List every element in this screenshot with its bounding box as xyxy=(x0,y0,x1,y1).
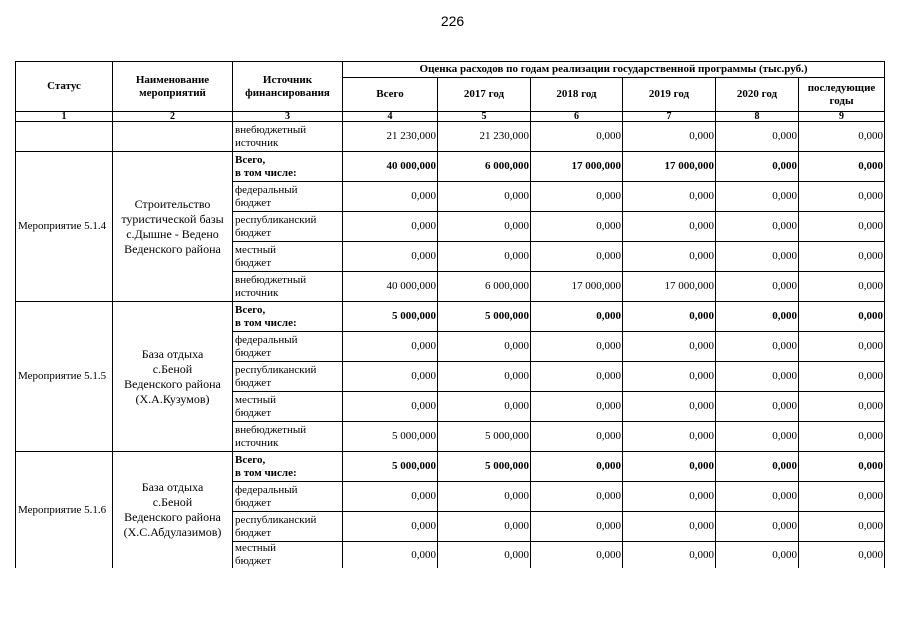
value-cell: 0,000 xyxy=(343,542,438,569)
value-cell: 0,000 xyxy=(343,332,438,362)
value-cell: 0,000 xyxy=(531,542,623,569)
name-cell: База отдыха с.Беной Веденского района (Х.С.Абдулазимов) xyxy=(113,452,233,569)
value-cell: 0,000 xyxy=(623,332,716,362)
value-cell: 0,000 xyxy=(799,242,885,272)
value-cell: 0,000 xyxy=(623,182,716,212)
value-cell: 0,000 xyxy=(716,332,799,362)
value-cell: 0,000 xyxy=(623,482,716,512)
index-cell: 8 xyxy=(716,112,799,122)
value-cell: 5 000,000 xyxy=(438,302,531,332)
value-cell: 0,000 xyxy=(716,452,799,482)
index-cell: 6 xyxy=(531,112,623,122)
value-cell: 0,000 xyxy=(623,302,716,332)
value-cell: 0,000 xyxy=(531,302,623,332)
value-cell: 0,000 xyxy=(531,332,623,362)
value-cell: 0,000 xyxy=(623,212,716,242)
value-cell: 0,000 xyxy=(343,392,438,422)
value-cell: 0,000 xyxy=(438,212,531,242)
source-cell: внебюджетный источник xyxy=(233,422,343,452)
value-cell: 0,000 xyxy=(799,152,885,182)
value-cell: 0,000 xyxy=(716,152,799,182)
index-cell: 2 xyxy=(113,112,233,122)
source-cell: местный бюджет xyxy=(233,392,343,422)
value-cell: 5 000,000 xyxy=(343,452,438,482)
col-2018-header: 2018 год xyxy=(531,78,623,112)
value-cell: 0,000 xyxy=(799,362,885,392)
value-cell: 0,000 xyxy=(531,122,623,152)
value-cell: 17 000,000 xyxy=(623,272,716,302)
value-cell: 0,000 xyxy=(716,362,799,392)
table-row xyxy=(16,302,885,332)
value-cell: 0,000 xyxy=(531,422,623,452)
value-cell: 0,000 xyxy=(438,512,531,542)
index-row xyxy=(16,112,885,122)
value-cell: 0,000 xyxy=(438,482,531,512)
value-cell: 0,000 xyxy=(438,182,531,212)
value-cell: 0,000 xyxy=(623,452,716,482)
value-cell: 0,000 xyxy=(623,122,716,152)
source-cell: местный бюджет xyxy=(233,542,343,569)
value-cell: 6 000,000 xyxy=(438,152,531,182)
value-cell: 0,000 xyxy=(531,362,623,392)
source-cell: федеральный бюджет xyxy=(233,182,343,212)
value-cell: 17 000,000 xyxy=(531,272,623,302)
value-cell: 0,000 xyxy=(438,242,531,272)
value-cell: 0,000 xyxy=(623,512,716,542)
status-cell: Мероприятие 5.1.5 xyxy=(16,302,113,452)
name-cell: Строительство туристической базы с.Дышне - Ведено Веденского района xyxy=(113,152,233,302)
value-cell: 0,000 xyxy=(343,212,438,242)
value-cell: 0,000 xyxy=(799,182,885,212)
col-later-header: последующие годы xyxy=(799,78,885,112)
value-cell: 0,000 xyxy=(716,242,799,272)
name-cell xyxy=(113,122,233,152)
value-cell: 0,000 xyxy=(716,122,799,152)
value-cell: 0,000 xyxy=(438,392,531,422)
value-cell: 0,000 xyxy=(531,242,623,272)
value-cell: 0,000 xyxy=(438,542,531,569)
value-cell: 0,000 xyxy=(799,272,885,302)
name-cell: База отдыха с.Беной Веденского района (Х.А.Кузумов) xyxy=(113,302,233,452)
value-cell: 0,000 xyxy=(799,122,885,152)
value-cell: 0,000 xyxy=(343,512,438,542)
value-cell: 0,000 xyxy=(799,302,885,332)
value-cell: 0,000 xyxy=(716,482,799,512)
source-cell: федеральный бюджет xyxy=(233,482,343,512)
col-2019-header: 2019 год xyxy=(623,78,716,112)
value-cell: 17 000,000 xyxy=(531,152,623,182)
value-cell: 0,000 xyxy=(343,242,438,272)
source-cell: республиканский бюджет xyxy=(233,362,343,392)
status-cell xyxy=(16,122,113,152)
value-cell: 0,000 xyxy=(623,392,716,422)
value-cell: 0,000 xyxy=(716,272,799,302)
table-row xyxy=(16,122,885,152)
value-cell: 0,000 xyxy=(343,182,438,212)
value-cell: 21 230,000 xyxy=(343,122,438,152)
value-cell: 0,000 xyxy=(438,332,531,362)
source-cell: Всего, в том числе: xyxy=(233,452,343,482)
value-cell: 5 000,000 xyxy=(438,452,531,482)
value-cell: 0,000 xyxy=(438,362,531,392)
value-cell: 0,000 xyxy=(716,512,799,542)
value-cell: 0,000 xyxy=(716,422,799,452)
value-cell: 40 000,000 xyxy=(343,152,438,182)
value-cell: 0,000 xyxy=(531,182,623,212)
value-cell: 0,000 xyxy=(716,542,799,569)
table-row xyxy=(16,152,885,182)
index-cell: 3 xyxy=(233,112,343,122)
col-name-header: Наименование мероприятий xyxy=(113,62,233,112)
value-cell: 0,000 xyxy=(531,392,623,422)
value-cell: 0,000 xyxy=(716,212,799,242)
value-cell: 0,000 xyxy=(623,242,716,272)
table-row xyxy=(16,452,885,482)
col-total-header: Всего xyxy=(343,78,438,112)
value-cell: 40 000,000 xyxy=(343,272,438,302)
value-cell: 21 230,000 xyxy=(438,122,531,152)
value-cell: 0,000 xyxy=(623,542,716,569)
status-cell: Мероприятие 5.1.4 xyxy=(16,152,113,302)
source-cell: Всего, в том числе: xyxy=(233,152,343,182)
value-cell: 5 000,000 xyxy=(438,422,531,452)
col-2020-header: 2020 год xyxy=(716,78,799,112)
value-cell: 0,000 xyxy=(716,182,799,212)
status-cell: Мероприятие 5.1.6 xyxy=(16,452,113,569)
value-cell: 0,000 xyxy=(799,422,885,452)
index-cell: 9 xyxy=(799,112,885,122)
value-cell: 0,000 xyxy=(799,332,885,362)
value-cell: 5 000,000 xyxy=(343,302,438,332)
value-cell: 0,000 xyxy=(716,302,799,332)
index-cell: 7 xyxy=(623,112,716,122)
source-cell: внебюджетный источник xyxy=(233,122,343,152)
source-cell: федеральный бюджет xyxy=(233,332,343,362)
col-group-header: Оценка расходов по годам реализации государственной программы (тыс.руб.) xyxy=(343,62,885,78)
index-cell: 1 xyxy=(16,112,113,122)
value-cell: 0,000 xyxy=(799,542,885,569)
value-cell: 0,000 xyxy=(623,362,716,392)
source-cell: внебюджетный источник xyxy=(233,272,343,302)
index-cell: 5 xyxy=(438,112,531,122)
value-cell: 0,000 xyxy=(343,482,438,512)
value-cell: 0,000 xyxy=(799,212,885,242)
value-cell: 0,000 xyxy=(799,482,885,512)
source-cell: республиканский бюджет xyxy=(233,512,343,542)
value-cell: 6 000,000 xyxy=(438,272,531,302)
value-cell: 0,000 xyxy=(531,512,623,542)
col-status-header: Статус xyxy=(16,62,113,112)
value-cell: 0,000 xyxy=(531,482,623,512)
value-cell: 0,000 xyxy=(799,452,885,482)
col-2017-header: 2017 год xyxy=(438,78,531,112)
source-cell: республиканский бюджет xyxy=(233,212,343,242)
value-cell: 0,000 xyxy=(716,392,799,422)
value-cell: 0,000 xyxy=(343,362,438,392)
col-source-header: Источник финансирования xyxy=(233,62,343,112)
value-cell: 0,000 xyxy=(531,452,623,482)
source-cell: Всего, в том числе: xyxy=(233,302,343,332)
value-cell: 0,000 xyxy=(799,392,885,422)
value-cell: 0,000 xyxy=(623,422,716,452)
value-cell: 0,000 xyxy=(531,212,623,242)
value-cell: 5 000,000 xyxy=(343,422,438,452)
page-number: 226 xyxy=(440,13,465,29)
expense-table xyxy=(15,61,885,568)
value-cell: 17 000,000 xyxy=(623,152,716,182)
value-cell: 0,000 xyxy=(799,512,885,542)
source-cell: местный бюджет xyxy=(233,242,343,272)
index-cell: 4 xyxy=(343,112,438,122)
